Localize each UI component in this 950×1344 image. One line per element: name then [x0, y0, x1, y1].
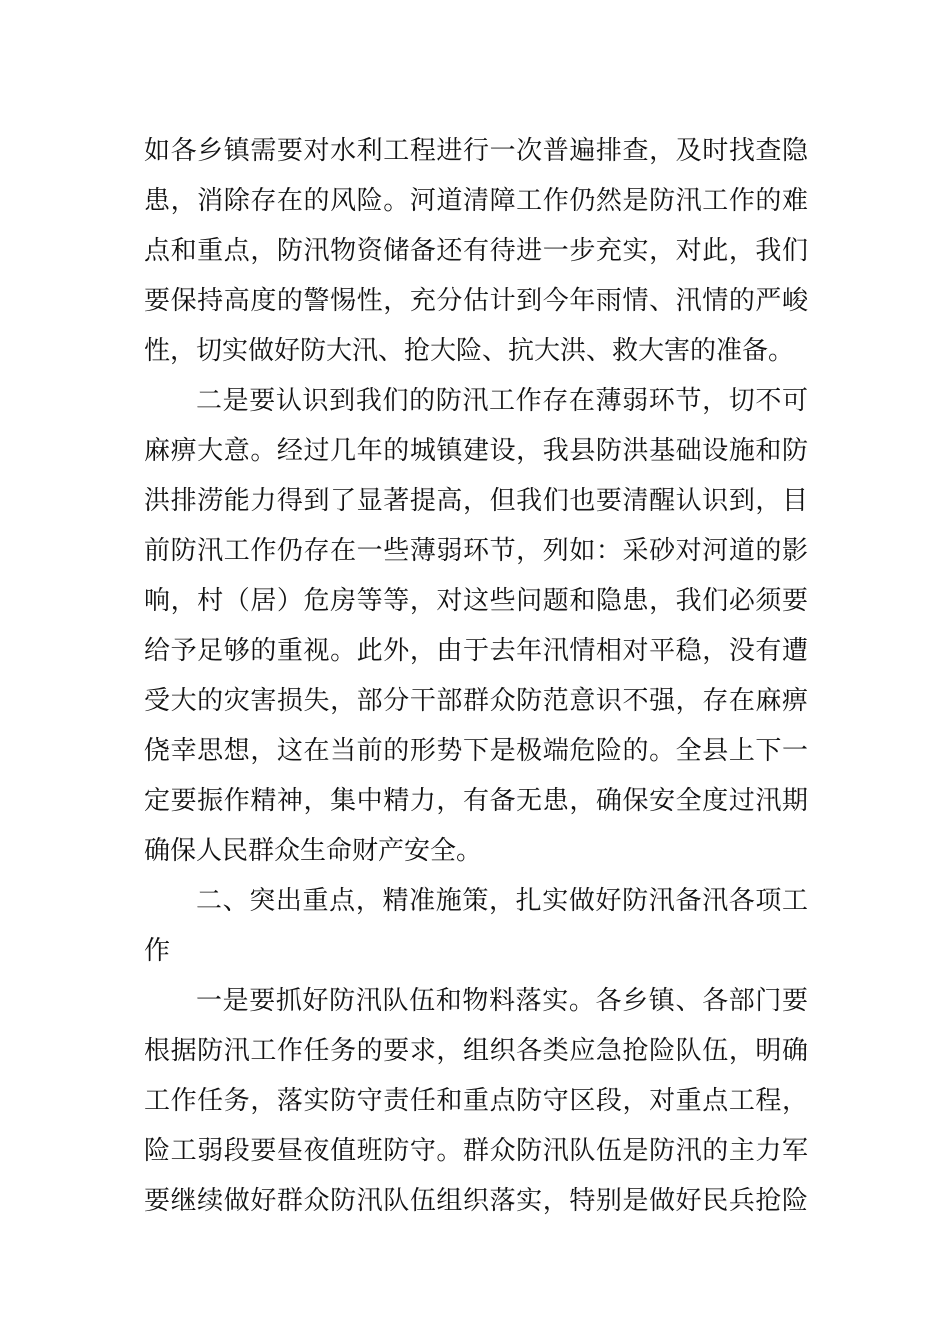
text-line: 给予足够的重视。此外，由于去年汛情相对平稳，没有遭	[144, 636, 808, 666]
text-line: 受大的灾害损失，部分干部群众防范意识不强，存在麻痹	[144, 686, 808, 716]
section-heading-line: 二、突出重点，精准施策，扎实做好防汛备汛各项工	[196, 886, 808, 916]
text-line: 要继续做好群众防汛队伍组织落实，特别是做好民兵抢险	[144, 1186, 808, 1216]
paragraph-start-line: 一是要抓好防汛队伍和物料落实。各乡镇、各部门要	[196, 986, 808, 1016]
text-line: 麻痹大意。经过几年的城镇建设，我县防洪基础设施和防	[144, 436, 808, 466]
text-line: 根据防汛工作任务的要求，组织各类应急抢险队伍，明确	[144, 1036, 808, 1066]
text-line: 响，村（居）危房等等，对这些问题和隐患，我们必须要	[144, 586, 808, 616]
document-body	[144, 126, 808, 1226]
text-line: 要保持高度的警惕性，充分估计到今年雨情、汛情的严峻	[144, 286, 808, 316]
text-line: 患，消除存在的风险。河道清障工作仍然是防汛工作的难	[144, 186, 808, 216]
text-line: 确保人民群众生命财产安全。	[144, 836, 483, 866]
text-line: 洪排涝能力得到了显著提高，但我们也要清醒认识到，目	[144, 486, 808, 516]
text-line: 如各乡镇需要对水利工程进行一次普遍排查，及时找查隐	[144, 136, 808, 166]
text-line: 侥幸思想，这在当前的形势下是极端危险的。全县上下一	[144, 736, 808, 766]
text-line: 点和重点，防汛物资储备还有待进一步充实，对此，我们	[144, 236, 808, 266]
text-line: 工作任务，落实防守责任和重点防守区段，对重点工程，	[144, 1086, 808, 1116]
paragraph-start-line: 二是要认识到我们的防汛工作存在薄弱环节，切不可	[196, 386, 808, 416]
text-line: 性，切实做好防大汛、抢大险、抗大洪、救大害的准备。	[144, 336, 795, 366]
text-line: 险工弱段要昼夜值班防守。群众防汛队伍是防汛的主力军	[144, 1136, 808, 1166]
text-line: 前防汛工作仍存在一些薄弱环节，列如：采砂对河道的影	[144, 536, 808, 566]
text-line: 定要振作精神，集中精力，有备无患，确保安全度过汛期	[144, 786, 808, 816]
section-heading-line: 作	[144, 936, 171, 966]
